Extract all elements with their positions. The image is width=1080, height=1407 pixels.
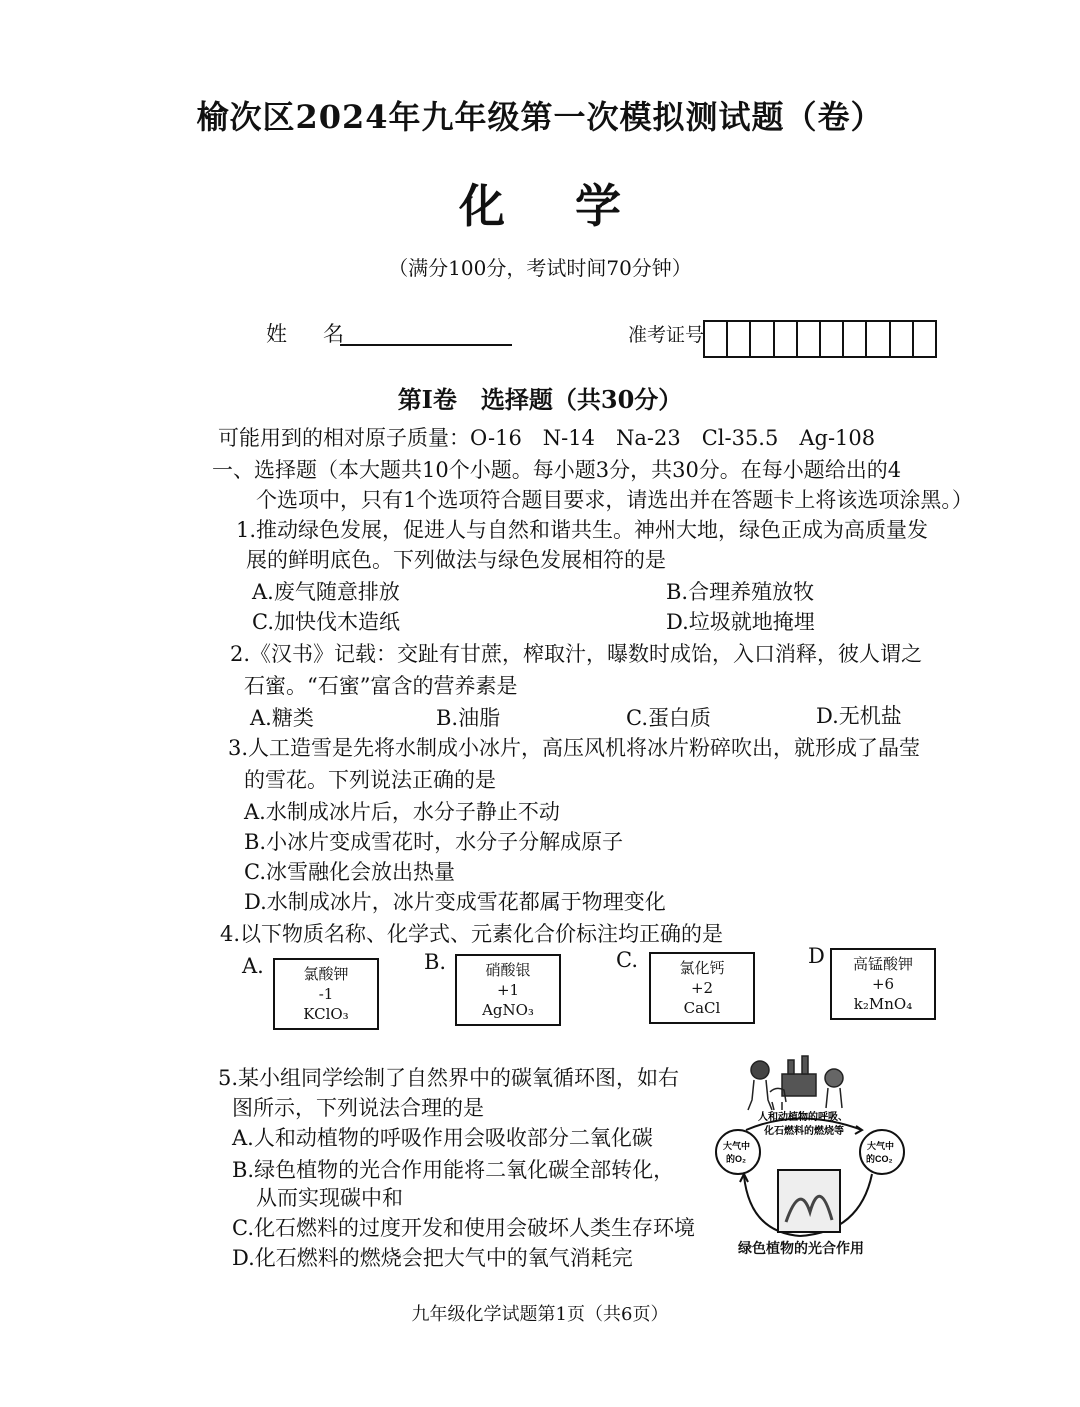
- question-3-option-d[interactable]: D.水制成冰片，冰片变成雪花都属于物理变化: [244, 890, 666, 914]
- substance-name: 高锰酸钾: [852, 955, 913, 973]
- question-2-stem: 石蜜。“石蜜”富含的营养素是: [244, 674, 518, 698]
- section-title: 第I卷 选择题（共30分）: [397, 385, 683, 414]
- question-4-option-d-letter: D: [808, 944, 825, 968]
- question-4-option-d[interactable]: [830, 948, 936, 1020]
- question-4-option-b[interactable]: [455, 954, 561, 1026]
- question-3-option-c[interactable]: C.冰雪融化会放出热量: [244, 860, 455, 884]
- question-4-option-a[interactable]: [273, 958, 379, 1030]
- page-footer: 九年级化学试题第1页（共6页）: [411, 1304, 669, 1325]
- formula: AgNO₃: [482, 1001, 534, 1019]
- formula: k₂MnO₄: [853, 995, 913, 1013]
- admit-number-boxes[interactable]: [703, 320, 937, 358]
- question-2-option-a[interactable]: A.糖类: [250, 706, 314, 730]
- question-3-stem: 的雪花。下列说法正确的是: [244, 768, 496, 792]
- diagram-top-label: 化石燃料的燃烧等: [764, 1126, 844, 1137]
- question-1-option-a[interactable]: A.废气随意排放: [252, 580, 400, 604]
- question-2-option-c[interactable]: C.蛋白质: [626, 706, 711, 730]
- question-2-stem: 2.《汉书》记载：交趾有甘蔗，榨取汁，曝数时成饴，入口消释，彼人谓之: [230, 642, 923, 666]
- diagram-top-label: 人和动植物的呼吸、: [758, 1112, 848, 1123]
- question-2-option-d[interactable]: D.无机盐: [816, 704, 902, 728]
- question-5-option-b-cont[interactable]: 从而实现碳中和: [256, 1186, 403, 1210]
- admit-number-label: 准考证号: [628, 324, 705, 346]
- name-label: 姓名: [266, 322, 380, 346]
- exam-meta: （满分100分，考试时间70分钟）: [388, 256, 692, 280]
- question-3-option-b[interactable]: B.小冰片变成雪花时，水分子分解成原子: [244, 830, 624, 854]
- people-animals-factory-icon: [748, 1056, 843, 1110]
- oxygen-label: 大气中: [723, 1141, 751, 1151]
- question-1-stem: 1.推动绿色发展，促进人与自然和谐共生。神州大地，绿色正成为高质量发: [236, 518, 929, 542]
- subject-title: 化学: [459, 179, 691, 233]
- formula: CaCl: [683, 999, 721, 1017]
- question-1-option-d[interactable]: D.垃圾就地掩埋: [666, 610, 815, 634]
- carbon-oxygen-cycle-diagram: [710, 1052, 910, 1262]
- question-5-stem: 5.某小组同学绘制了自然界中的碳氧循环图，如右: [218, 1066, 680, 1090]
- question-5-option-a[interactable]: A.人和动植物的呼吸作用会吸收部分二氧化碳: [232, 1126, 653, 1150]
- plant-image: [778, 1170, 840, 1232]
- co2-label: 大气中: [867, 1141, 895, 1151]
- exam-title: 榆次区2024年九年级第一次模拟测试题（卷）: [196, 98, 884, 136]
- question-4-stem: 4.以下物质名称、化学式、元素化合价标注均正确的是: [220, 922, 724, 946]
- section-instruction: 一、选择题（本大题共10个小题。每小题3分，共30分。在每小题给出的4: [212, 458, 902, 482]
- valence: -1: [318, 985, 334, 1003]
- valence: +2: [690, 979, 714, 997]
- question-5-stem: 图所示，下列说法合理的是: [232, 1096, 484, 1120]
- question-3-option-a[interactable]: A.水制成冰片后，水分子静止不动: [244, 800, 560, 824]
- oxygen-circle: [716, 1130, 760, 1174]
- question-1-option-c[interactable]: C.加快伐木造纸: [252, 610, 400, 634]
- substance-name: 硝酸银: [485, 961, 531, 979]
- question-1-stem: 展的鲜明底色。下列做法与绿色发展相符的是: [246, 548, 666, 572]
- diagram-caption: 绿色植物的光合作用: [738, 1241, 864, 1257]
- question-5-option-b[interactable]: B.绿色植物的光合作用能将二氧化碳全部转化，: [232, 1158, 675, 1182]
- question-5-option-d[interactable]: D.化石燃料的燃烧会把大气中的氧气消耗完: [232, 1246, 633, 1270]
- section-instruction: 个选项中，只有1个选项符合题目要求，请选出并在答题卡上将该选项涂黑。）: [256, 488, 973, 512]
- question-2-option-b[interactable]: B.油脂: [436, 706, 501, 730]
- co2-label: 的CO₂: [866, 1154, 893, 1164]
- atomic-masses: 可能用到的相对原子质量：O-16 N-14 Na-23 Cl-35.5 Ag-108: [218, 426, 876, 450]
- co2-circle: [860, 1130, 904, 1174]
- question-1-option-b[interactable]: B.合理养殖放牧: [666, 580, 815, 604]
- substance-name: 氯化钙: [679, 959, 725, 977]
- question-3-stem: 3.人工造雪是先将水制成小冰片，高压风机将冰片粉碎吹出，就形成了晶莹: [228, 736, 921, 760]
- formula: KClO₃: [303, 1005, 349, 1023]
- question-4-option-b-letter: B.: [424, 950, 447, 974]
- valence: +6: [871, 975, 895, 993]
- name-field[interactable]: [340, 344, 512, 346]
- question-5-option-c[interactable]: C.化石燃料的过度开发和使用会破坏人类生存环境: [232, 1216, 695, 1240]
- oxygen-label: 的O₂: [726, 1154, 746, 1164]
- question-4-option-c-letter: C.: [616, 948, 638, 972]
- question-4-option-c[interactable]: [649, 952, 755, 1024]
- substance-name: 氯酸钾: [303, 965, 349, 983]
- question-4-option-a-letter: A.: [242, 954, 264, 978]
- valence: +1: [496, 981, 520, 999]
